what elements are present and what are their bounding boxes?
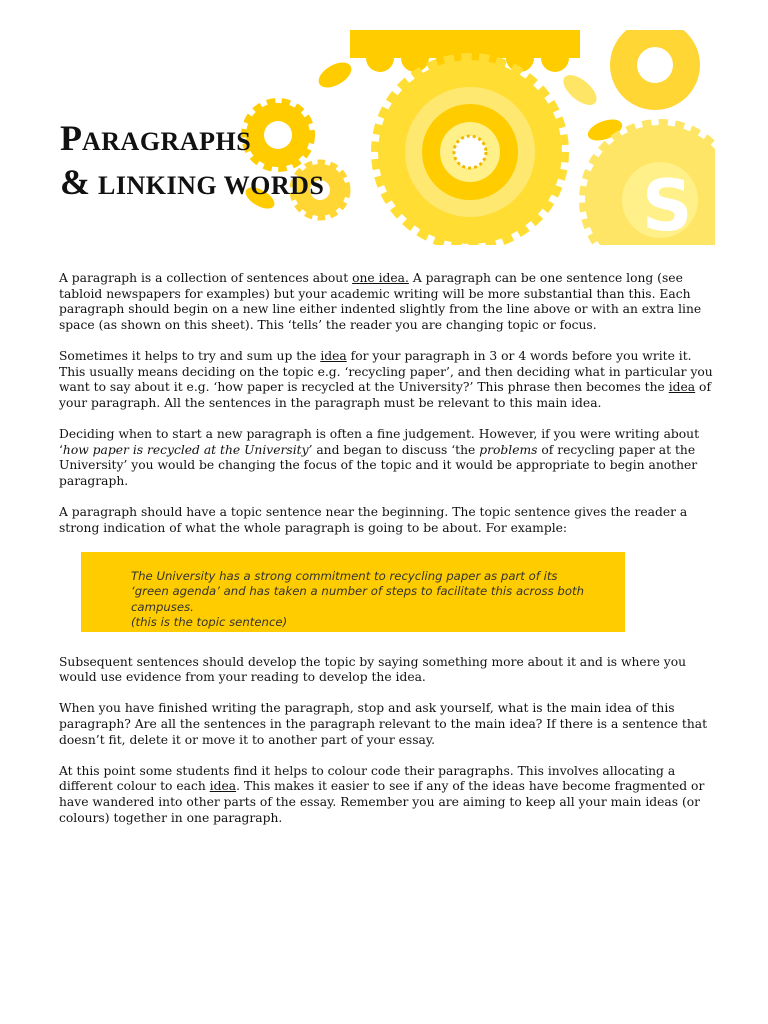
leaf-icon: [558, 69, 601, 110]
paragraph-6: When you have finished writing the paragraph, stop and ask yourself, what is the main idea of this paragraph? Are all the sentences in the paragraph relevant to the main idea? If there is a sentence that doesn’t fit, delete it or move it to another part of your essay.: [59, 701, 708, 747]
paragraph-2: Sometimes it helps to try and sum up the idea for your paragraph in 3 or 4 words before you write it. This usually means deciding on the topic e.g. ‘recycling paper’, and then deciding what in particular you want to say about it e.g. ‘how paper is recycled at the University?’ This phrase then becomes the idea of your paragraph. All the sentences in the paragraph must be relevant to this main idea.: [59, 348, 713, 410]
svg-text:S: S: [642, 165, 693, 245]
leaf-icon: [314, 57, 355, 92]
paragraph-7: At this point some students find it helps to colour code their paragraphs. This involves allocating a different colour to each idea. This makes it easier to see if any of the ideas have become fragmented or have wandered into other parts of the essay. Remember you are aiming to keep all your main ideas (or colours) together in one paragraph.: [59, 763, 705, 825]
page-title: PARAGRAPHS & LINKING WORDS: [60, 118, 325, 202]
paragraph-3: Deciding when to start a new paragraph is often a fine judgement. However, if you were writing about ‘how paper is recycled at the University’ and began to discuss ‘the problems of recycling paper at the University’ you would be changing the focus of the topic and it would be appropriate to begin another paragraph.: [59, 426, 700, 488]
document-body: [59, 271, 719, 842]
paragraph-5: Subsequent sentences should develop the topic by saying something more about it and is where you would use evidence from your reading to develop the idea.: [59, 654, 687, 685]
right-gear-icon: [585, 125, 715, 245]
top-right-gear-icon: [610, 30, 700, 110]
paragraph-4: A paragraph should have a topic sentence near the beginning. The topic sentence gives the reader a strong indication of what the whole paragraph is going to be about. For example:: [59, 504, 688, 535]
large-gear-icon: [378, 60, 562, 244]
callout-note: (this is the topic sentence): [131, 615, 288, 630]
paragraph-1: A paragraph is a collection of sentences about one idea. A paragraph can be one sentence long (see tabloid newspapers for examples) but your academic writing will be more substantial than this. Each paragraph should begin on a new line either indented slightly from the line above or with an extra line space (as shown on this sheet). This ‘tells’ the reader you are changing topic or focus.: [59, 271, 702, 332]
example-callout: [81, 552, 625, 632]
callout-text: The University has a strong commitment to recycling paper as part of its ‘green agenda’ and has taken a number of steps to facilitate this across both campuses.: [131, 568, 584, 614]
